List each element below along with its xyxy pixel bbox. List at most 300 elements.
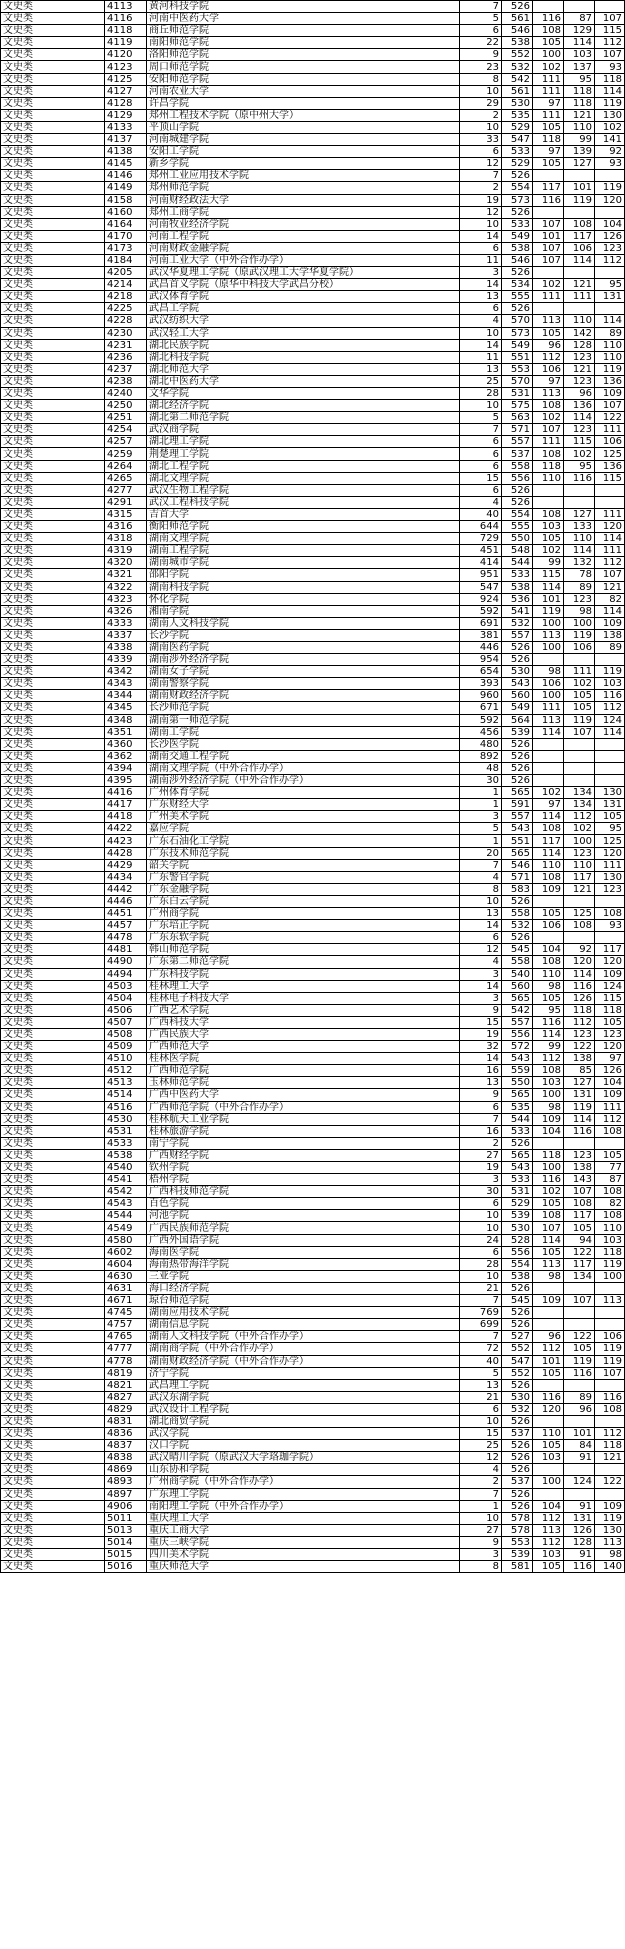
subject-score-2-cell [564,267,595,279]
min-score-cell: 529 [502,158,533,170]
count-cell: 4 [460,315,502,327]
school-name-cell: 湖北商贸学院 [147,1415,460,1427]
school-name-cell: 桂林医学院 [147,1053,460,1065]
school-name-cell: 南阳师范学院 [147,37,460,49]
subject-score-3-cell: 108 [595,1125,625,1137]
count-cell: 10 [460,1270,502,1282]
subject-score-1-cell: 105 [533,327,564,339]
subject-score-2-cell: 112 [564,811,595,823]
min-score-cell: 557 [502,629,533,641]
school-name-cell: 重庆理工大学 [147,1512,460,1524]
count-cell: 21 [460,1282,502,1294]
category-cell: 文史类 [1,569,105,581]
count-cell: 7 [460,170,502,182]
subject-score-1-cell [533,895,564,907]
category-cell: 文史类 [1,109,105,121]
subject-score-3-cell: 104 [595,218,625,230]
school-code-cell: 4116 [105,13,147,25]
count-cell: 13 [460,1379,502,1391]
min-score-cell: 532 [502,1403,533,1415]
count-cell: 699 [460,1319,502,1331]
table-row [1,726,625,738]
subject-score-2-cell: 114 [564,1113,595,1125]
school-code-cell: 4422 [105,823,147,835]
subject-score-3-cell: 112 [595,254,625,266]
subject-score-1-cell: 115 [533,569,564,581]
subject-score-2-cell: 136 [564,400,595,412]
category-cell: 文史类 [1,1549,105,1561]
category-cell: 文史类 [1,1053,105,1065]
subject-score-2-cell: 142 [564,327,595,339]
subject-score-3-cell: 118 [595,73,625,85]
subject-score-2-cell: 110 [564,533,595,545]
category-cell: 文史类 [1,303,105,315]
min-score-cell: 549 [502,230,533,242]
table-row [1,1367,625,1379]
category-cell: 文史类 [1,25,105,37]
category-cell: 文史类 [1,134,105,146]
subject-score-3-cell: 112 [595,37,625,49]
school-code-cell: 4395 [105,775,147,787]
school-name-cell: 武汉晴川学院（原武汉大学珞珈学院） [147,1452,460,1464]
subject-score-1-cell [533,1319,564,1331]
school-name-cell: 桂林旅游学院 [147,1125,460,1137]
school-name-cell: 广州体育学院 [147,787,460,799]
count-cell: 924 [460,593,502,605]
subject-score-3-cell: 115 [595,992,625,1004]
school-name-cell: 湖南女子学院 [147,666,460,678]
count-cell: 671 [460,702,502,714]
school-code-cell: 4251 [105,412,147,424]
category-cell: 文史类 [1,593,105,605]
count-cell: 8 [460,883,502,895]
subject-score-1-cell: 118 [533,1149,564,1161]
subject-score-1-cell: 105 [533,1561,564,1573]
subject-score-1-cell [533,750,564,762]
table-row [1,1549,625,1561]
count-cell: 3 [460,267,502,279]
school-name-cell: 湖南第一师范学院 [147,714,460,726]
school-code-cell: 4765 [105,1331,147,1343]
school-code-cell: 4602 [105,1246,147,1258]
category-cell: 文史类 [1,158,105,170]
count-cell: 7 [460,1,502,13]
subject-score-1-cell [533,775,564,787]
min-score-cell: 565 [502,787,533,799]
subject-score-3-cell: 119 [595,97,625,109]
subject-score-1-cell: 99 [533,1041,564,1053]
subject-score-1-cell: 108 [533,1065,564,1077]
school-name-cell: 湖南商学院（中外合作办学） [147,1343,460,1355]
subject-score-1-cell: 102 [533,412,564,424]
subject-score-1-cell [533,932,564,944]
subject-score-3-cell: 112 [595,1113,625,1125]
school-name-cell: 重庆三峡学院 [147,1536,460,1548]
school-code-cell: 4531 [105,1125,147,1137]
subject-score-1-cell: 97 [533,97,564,109]
table-row [1,581,625,593]
table-row [1,230,625,242]
subject-score-2-cell: 121 [564,109,595,121]
subject-score-2-cell: 128 [564,1536,595,1548]
count-cell: 4 [460,496,502,508]
category-cell: 文史类 [1,738,105,750]
subject-score-3-cell: 119 [595,1258,625,1270]
subject-score-2-cell: 121 [564,363,595,375]
subject-score-3-cell: 120 [595,1041,625,1053]
subject-score-1-cell: 113 [533,388,564,400]
subject-score-3-cell: 122 [595,1476,625,1488]
count-cell: 2 [460,182,502,194]
min-score-cell: 570 [502,375,533,387]
min-score-cell: 530 [502,1391,533,1403]
table-row [1,194,625,206]
school-name-cell: 商丘师范学院 [147,25,460,37]
school-code-cell: 4342 [105,666,147,678]
subject-score-2-cell [564,1,595,13]
table-row [1,593,625,605]
subject-score-2-cell: 114 [564,545,595,557]
subject-score-3-cell [595,267,625,279]
min-score-cell: 552 [502,1343,533,1355]
table-row [1,992,625,1004]
school-code-cell: 5013 [105,1524,147,1536]
min-score-cell: 543 [502,1053,533,1065]
school-name-cell: 周口师范学院 [147,61,460,73]
school-name-cell: 桂林理工大学 [147,980,460,992]
subject-score-1-cell: 105 [533,1198,564,1210]
school-name-cell: 武汉华夏理工学院（原武汉理工大学华夏学院） [147,267,460,279]
subject-score-2-cell: 94 [564,1234,595,1246]
min-score-cell: 526 [502,1488,533,1500]
subject-score-3-cell: 109 [595,968,625,980]
count-cell: 3 [460,811,502,823]
count-cell: 7 [460,1113,502,1125]
category-cell: 文史类 [1,605,105,617]
category-cell: 文史类 [1,1536,105,1548]
category-cell: 文史类 [1,327,105,339]
subject-score-1-cell: 104 [533,944,564,956]
subject-score-3-cell [595,303,625,315]
count-cell: 27 [460,1149,502,1161]
subject-score-2-cell: 105 [564,690,595,702]
subject-score-3-cell [595,484,625,496]
school-code-cell: 4507 [105,1016,147,1028]
count-cell: 446 [460,641,502,653]
table-row [1,267,625,279]
count-cell: 25 [460,1440,502,1452]
school-name-cell: 梧州学院 [147,1174,460,1186]
subject-score-2-cell: 99 [564,134,595,146]
subject-score-2-cell: 128 [564,339,595,351]
school-name-cell: 武汉轻工大学 [147,327,460,339]
school-name-cell: 安阳工学院 [147,146,460,158]
subject-score-1-cell: 108 [533,508,564,520]
school-code-cell: 4323 [105,593,147,605]
subject-score-3-cell: 95 [595,823,625,835]
subject-score-3-cell [595,1464,625,1476]
subject-score-2-cell: 138 [564,1162,595,1174]
table-row [1,109,625,121]
subject-score-1-cell [533,1282,564,1294]
count-cell: 14 [460,1053,502,1065]
table-row [1,37,625,49]
subject-score-3-cell [595,1137,625,1149]
category-cell: 文史类 [1,1464,105,1476]
school-code-cell: 4516 [105,1101,147,1113]
school-name-cell: 许昌学院 [147,97,460,109]
school-name-cell: 湖北经济学院 [147,400,460,412]
subject-score-2-cell: 119 [564,629,595,641]
table-row [1,424,625,436]
subject-score-3-cell: 93 [595,158,625,170]
table-row [1,629,625,641]
school-code-cell: 4333 [105,617,147,629]
school-name-cell: 湖北科技学院 [147,351,460,363]
min-score-cell: 526 [502,1,533,13]
table-row [1,436,625,448]
category-cell: 文史类 [1,1307,105,1319]
count-cell: 13 [460,363,502,375]
table-row [1,303,625,315]
table-row [1,1403,625,1415]
subject-score-2-cell: 102 [564,678,595,690]
subject-score-3-cell: 125 [595,448,625,460]
school-code-cell: 4509 [105,1041,147,1053]
school-code-cell: 4540 [105,1162,147,1174]
category-cell: 文史类 [1,1524,105,1536]
subject-score-3-cell: 111 [595,1101,625,1113]
subject-score-1-cell [533,1,564,13]
school-code-cell: 4149 [105,182,147,194]
count-cell: 4 [460,871,502,883]
category-cell: 文史类 [1,1149,105,1161]
subject-score-2-cell: 84 [564,1440,595,1452]
school-name-cell: 河南城建学院 [147,134,460,146]
subject-score-3-cell [595,750,625,762]
subject-score-3-cell: 119 [595,666,625,678]
category-cell: 文史类 [1,617,105,629]
subject-score-1-cell: 100 [533,690,564,702]
school-code-cell: 4580 [105,1234,147,1246]
min-score-cell: 583 [502,883,533,895]
min-score-cell: 532 [502,920,533,932]
subject-score-1-cell: 110 [533,968,564,980]
subject-score-1-cell: 116 [533,194,564,206]
table-row [1,327,625,339]
count-cell: 6 [460,1198,502,1210]
table-row [1,908,625,920]
min-score-cell: 541 [502,605,533,617]
school-name-cell: 湖南涉外经济学院 [147,654,460,666]
subject-score-2-cell: 105 [564,1222,595,1234]
school-name-cell: 玉林师范学院 [147,1077,460,1089]
subject-score-1-cell: 113 [533,1524,564,1536]
count-cell: 23 [460,61,502,73]
school-code-cell: 4428 [105,847,147,859]
subject-score-3-cell: 121 [595,1452,625,1464]
subject-score-2-cell [564,303,595,315]
school-code-cell: 4631 [105,1282,147,1294]
subject-score-1-cell: 114 [533,1234,564,1246]
count-cell: 1 [460,799,502,811]
subject-score-2-cell: 114 [564,37,595,49]
subject-score-2-cell: 118 [564,85,595,97]
subject-score-3-cell [595,1379,625,1391]
table-row [1,496,625,508]
count-cell: 27 [460,1524,502,1536]
school-name-cell: 湖南文理学院（中外合作办学） [147,762,460,774]
table-row [1,508,625,520]
min-score-cell: 575 [502,400,533,412]
count-cell: 654 [460,666,502,678]
min-score-cell: 561 [502,85,533,97]
min-score-cell: 526 [502,738,533,750]
count-cell: 12 [460,206,502,218]
subject-score-3-cell: 115 [595,472,625,484]
school-name-cell: 文华学院 [147,388,460,400]
min-score-cell: 531 [502,388,533,400]
school-code-cell: 4238 [105,375,147,387]
school-code-cell: 4265 [105,472,147,484]
school-code-cell: 4351 [105,726,147,738]
subject-score-1-cell: 105 [533,1367,564,1379]
subject-score-1-cell: 100 [533,1089,564,1101]
category-cell: 文史类 [1,666,105,678]
school-name-cell: 广东第二师范学院 [147,956,460,968]
count-cell: 7 [460,1295,502,1307]
table-row [1,654,625,666]
table-row [1,883,625,895]
school-name-cell: 韩山师范学院 [147,944,460,956]
subject-score-1-cell: 107 [533,218,564,230]
school-name-cell: 广东培正学院 [147,920,460,932]
table-row [1,1428,625,1440]
school-code-cell: 4869 [105,1464,147,1476]
school-name-cell: 南宁学院 [147,1137,460,1149]
table-row [1,134,625,146]
category-cell: 文史类 [1,883,105,895]
school-code-cell: 4128 [105,97,147,109]
school-code-cell: 4504 [105,992,147,1004]
min-score-cell: 537 [502,1476,533,1488]
school-name-cell: 湖南医药学院 [147,641,460,653]
school-name-cell: 湖南应用技术学院 [147,1307,460,1319]
category-cell: 文史类 [1,1343,105,1355]
count-cell: 14 [460,339,502,351]
subject-score-1-cell: 103 [533,521,564,533]
count-cell: 40 [460,1355,502,1367]
subject-score-2-cell [564,484,595,496]
category-cell: 文史类 [1,702,105,714]
school-code-cell: 4541 [105,1174,147,1186]
category-cell: 文史类 [1,206,105,218]
count-cell: 769 [460,1307,502,1319]
subject-score-1-cell: 111 [533,291,564,303]
category-cell: 文史类 [1,799,105,811]
subject-score-2-cell: 116 [564,472,595,484]
subject-score-3-cell: 103 [595,1234,625,1246]
min-score-cell: 549 [502,339,533,351]
subject-score-3-cell: 130 [595,109,625,121]
count-cell: 2 [460,109,502,121]
subject-score-2-cell: 116 [564,1367,595,1379]
subject-score-3-cell: 136 [595,460,625,472]
school-code-cell: 4339 [105,654,147,666]
table-row [1,158,625,170]
subject-score-1-cell: 107 [533,254,564,266]
table-row [1,871,625,883]
table-row [1,375,625,387]
subject-score-3-cell: 109 [595,1500,625,1512]
table-row [1,1476,625,1488]
count-cell: 12 [460,158,502,170]
count-cell: 480 [460,738,502,750]
min-score-cell: 539 [502,1210,533,1222]
subject-score-2-cell: 118 [564,1004,595,1016]
min-score-cell: 564 [502,714,533,726]
table-row [1,956,625,968]
min-score-cell: 536 [502,593,533,605]
subject-score-2-cell: 121 [564,279,595,291]
table-row [1,533,625,545]
count-cell: 10 [460,1512,502,1524]
school-name-cell: 武昌首义学院（原华中科技大学武昌分校） [147,279,460,291]
subject-score-2-cell: 117 [564,871,595,883]
table-row [1,605,625,617]
school-code-cell: 4434 [105,871,147,883]
subject-score-3-cell: 105 [595,1016,625,1028]
table-row [1,49,625,61]
table-row [1,121,625,133]
table-row [1,1,625,13]
subject-score-3-cell: 118 [595,1440,625,1452]
school-code-cell: 5014 [105,1536,147,1548]
table-row [1,569,625,581]
table-row [1,775,625,787]
subject-score-1-cell: 114 [533,726,564,738]
table-row [1,61,625,73]
subject-score-2-cell: 111 [564,291,595,303]
category-cell: 文史类 [1,835,105,847]
count-cell: 10 [460,1210,502,1222]
subject-score-1-cell: 103 [533,1077,564,1089]
min-score-cell: 546 [502,254,533,266]
subject-score-1-cell: 102 [533,1186,564,1198]
table-row [1,315,625,327]
table-row [1,1282,625,1294]
category-cell: 文史类 [1,956,105,968]
subject-score-3-cell: 116 [595,1391,625,1403]
subject-score-2-cell: 91 [564,1549,595,1561]
min-score-cell: 554 [502,508,533,520]
school-code-cell: 4362 [105,750,147,762]
subject-score-1-cell: 114 [533,847,564,859]
subject-score-3-cell: 95 [595,279,625,291]
table-row [1,1355,625,1367]
min-score-cell: 526 [502,206,533,218]
school-name-cell: 武汉学院 [147,1428,460,1440]
category-cell: 文史类 [1,714,105,726]
min-score-cell: 558 [502,460,533,472]
category-cell: 文史类 [1,1367,105,1379]
subject-score-2-cell: 117 [564,1258,595,1270]
min-score-cell: 551 [502,351,533,363]
count-cell: 48 [460,762,502,774]
school-name-cell: 湖南城市学院 [147,557,460,569]
category-cell: 文史类 [1,944,105,956]
school-code-cell: 4319 [105,545,147,557]
